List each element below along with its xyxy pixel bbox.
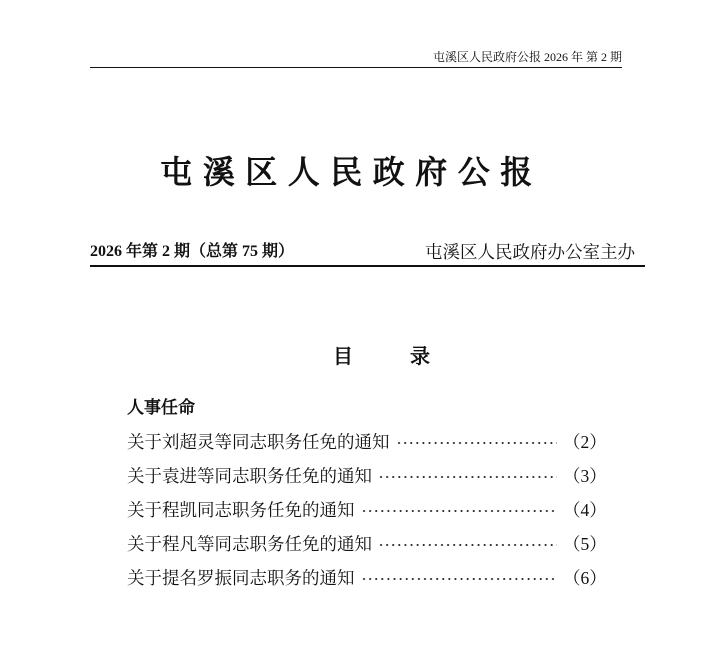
toc-entry-title: 关于刘超灵等同志职务任免的通知 bbox=[127, 431, 390, 452]
toc-heading: 目录 bbox=[333, 344, 487, 368]
toc-leader-dots bbox=[361, 508, 558, 514]
toc-entry-title: 关于程凡等同志职务任免的通知 bbox=[127, 533, 372, 554]
toc-entry bbox=[127, 458, 607, 492]
issue-publisher: 屯溪区人民政府办公室主办 bbox=[425, 242, 635, 262]
toc-entry-page: （2） bbox=[563, 431, 607, 452]
issue-rule bbox=[90, 265, 645, 267]
toc-entry-title: 关于程凯同志职务任免的通知 bbox=[127, 499, 355, 520]
toc-entry bbox=[127, 492, 607, 526]
toc-entry-page: （5） bbox=[563, 533, 607, 554]
toc-entry bbox=[127, 424, 607, 458]
toc-list bbox=[127, 424, 607, 594]
header-rule bbox=[90, 67, 622, 68]
toc-entry-title: 关于袁进等同志职务任免的通知 bbox=[127, 465, 372, 486]
toc-leader-dots bbox=[378, 542, 557, 548]
issue-line bbox=[90, 241, 635, 263]
toc-entry-page: （3） bbox=[563, 465, 607, 486]
toc-section-heading: 人事任命 bbox=[127, 398, 195, 418]
toc-entry-page: （4） bbox=[563, 499, 607, 520]
toc-entry bbox=[127, 526, 607, 560]
toc-entry-page: （6） bbox=[563, 567, 607, 588]
running-header: 屯溪区人民政府公报 2026 年 第 2 期 bbox=[432, 50, 622, 64]
toc-entry bbox=[127, 560, 607, 594]
document-title: 屯溪区人民政府公报 bbox=[160, 153, 543, 191]
toc-leader-dots bbox=[361, 576, 558, 582]
toc-entry-title: 关于提名罗振同志职务的通知 bbox=[127, 567, 355, 588]
issue-number: 2026 年第 2 期（总第 75 期） bbox=[90, 243, 295, 260]
toc-leader-dots bbox=[378, 474, 557, 480]
toc-leader-dots bbox=[396, 440, 558, 446]
